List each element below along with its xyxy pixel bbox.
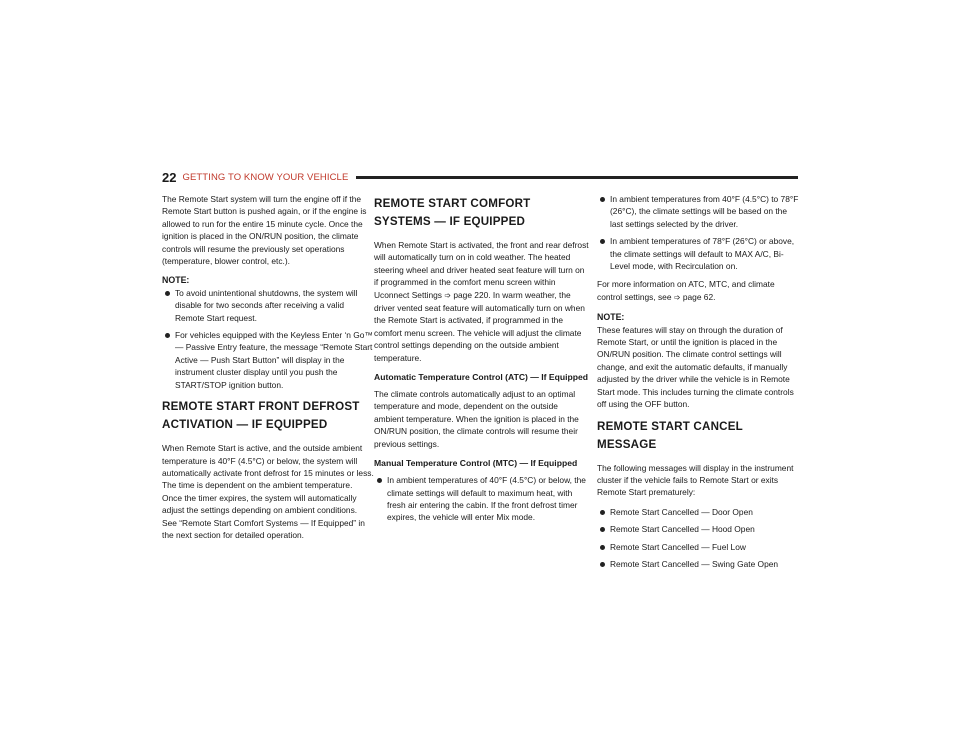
comfort-text-2: . In warm weather, the driver vented seat feature will automatically turn on when the Remote Start is activated, if programmed in the comfort menu screen. The vehicle will adjust the climate control settings depending on the outside ambient temperature.	[374, 289, 585, 363]
page-ref-arrow-icon: ➩	[444, 290, 452, 300]
page-ref-arrow-icon: ➩	[673, 292, 681, 302]
front-defrost-paragraph: When Remote Start is active, and the outside ambient temperature is 40°F (4.5°C) or below, the system will automatically activate front defrost for 15 minutes or less. The time is dependent on the ambient temperature. Once the timer expires, the system will automatically adjust the settings depending on ambient conditions. See “Remote Start Comfort Systems — If Equipped” in the next section for detailed operation.	[162, 443, 374, 540]
section-heading-cancel-message: REMOTE START CANCEL MESSAGE	[597, 419, 743, 451]
more-info-paragraph	[597, 278, 799, 304]
section-heading-comfort-systems: REMOTE START COMFORT SYSTEMS — IF EQUIPPED	[374, 197, 531, 228]
mtc-list	[374, 474, 590, 524]
comfort-text-1: When Remote Start is activated, the front and rear defrost will automatically turn on in cold weather. The heated steering wheel and driver heated seat feature will turn on if programmed in the comfort menu screen within Uconnect Settings	[374, 240, 589, 300]
list-item: Remote Start Cancelled — Door Open	[597, 506, 799, 518]
note-label: NOTE:	[597, 312, 625, 323]
page-reference-62[interactable]: page 62	[682, 291, 714, 302]
list-item: Remote Start Cancelled — Fuel Low	[597, 541, 799, 553]
note-paragraph: These features will stay on through the duration of Remote Start, or until the ignition is placed in the ON/RUN position. The climate control settings will change, and exit the automatic defaults, if manually adjusted by the driver while the vehicle is in Remote Start mode. This includes turning the climate controls off using the OFF button.	[597, 324, 794, 410]
note-label: NOTE:	[162, 275, 190, 286]
comfort-paragraph	[374, 239, 590, 364]
section-heading-front-defrost: REMOTE START FRONT DEFROST ACTIVATION — IF EQUIPPED	[162, 400, 360, 432]
column-1	[162, 193, 374, 548]
note-block	[162, 274, 374, 391]
list-item: For vehicles equipped with the Keyless Enter ‘n Go™ — Passive Entry feature, the message “Remote Start Active — Push Start Button” will display in the instrument cluster display until you push the START/STOP ignition button.	[162, 329, 374, 391]
page-reference-220[interactable]: page 220	[453, 289, 489, 300]
more-info-text: For more information on ATC, MTC, and climate control settings, see	[597, 279, 775, 302]
column-2	[374, 193, 590, 530]
list-item: Remote Start Cancelled — Hood Open	[597, 523, 799, 535]
note-list	[162, 287, 374, 391]
cancel-intro-paragraph: The following messages will display in the instrument cluster if the vehicle fails to Remote Start or exits Remote Start prematurely:	[597, 462, 794, 498]
page-header	[162, 169, 798, 185]
list-item: In ambient temperatures of 40°F (4.5°C) or below, the climate settings will default to maximum heat, with fresh air entering the cabin. If the front defrost timer expires, the vehicle will enter Mix mode.	[374, 474, 590, 524]
mtc-list-continued	[597, 193, 799, 272]
atc-paragraph: The climate controls automatically adjust to an optimal temperature and mode, dependent on the outside ambient temperature. When the ignition is placed in the ON/RUN position, the climate controls will resume their previous settings.	[374, 389, 579, 449]
column-3	[597, 193, 799, 576]
intro-paragraph: The Remote Start system will turn the engine off if the Remote Start button is pushed again, or if the engine is allowed to run for the entire 15 minute cycle. Once the ignition is placed in the ON/RUN position, the climate controls will resume the previously set operations (temperature, blower control, etc.).	[162, 194, 367, 267]
section-title: GETTING TO KNOW YOUR VEHICLE	[182, 171, 349, 183]
cancel-message-list	[597, 506, 799, 571]
list-item: To avoid unintentional shutdowns, the system will disable for two seconds after receiving a valid Remote Start request.	[162, 287, 374, 324]
header-rule	[356, 176, 798, 179]
list-item: In ambient temperatures from 40°F (4.5°C) to 78°F (26°C), the climate settings will be based on the last settings selected by the driver.	[597, 193, 799, 230]
more-info-end: .	[713, 291, 716, 302]
note-block	[597, 311, 799, 410]
list-item: In ambient temperatures of 78°F (26°C) or above, the climate settings will default to MAX A/C, Bi-Level mode, with Recirculation on.	[597, 235, 799, 272]
list-item: Remote Start Cancelled — Swing Gate Open	[597, 558, 799, 570]
mtc-heading: Manual Temperature Control (MTC) — If Equipped	[374, 458, 578, 469]
page-number: 22	[162, 169, 177, 185]
atc-heading: Automatic Temperature Control (ATC) — If Equipped	[374, 372, 589, 383]
